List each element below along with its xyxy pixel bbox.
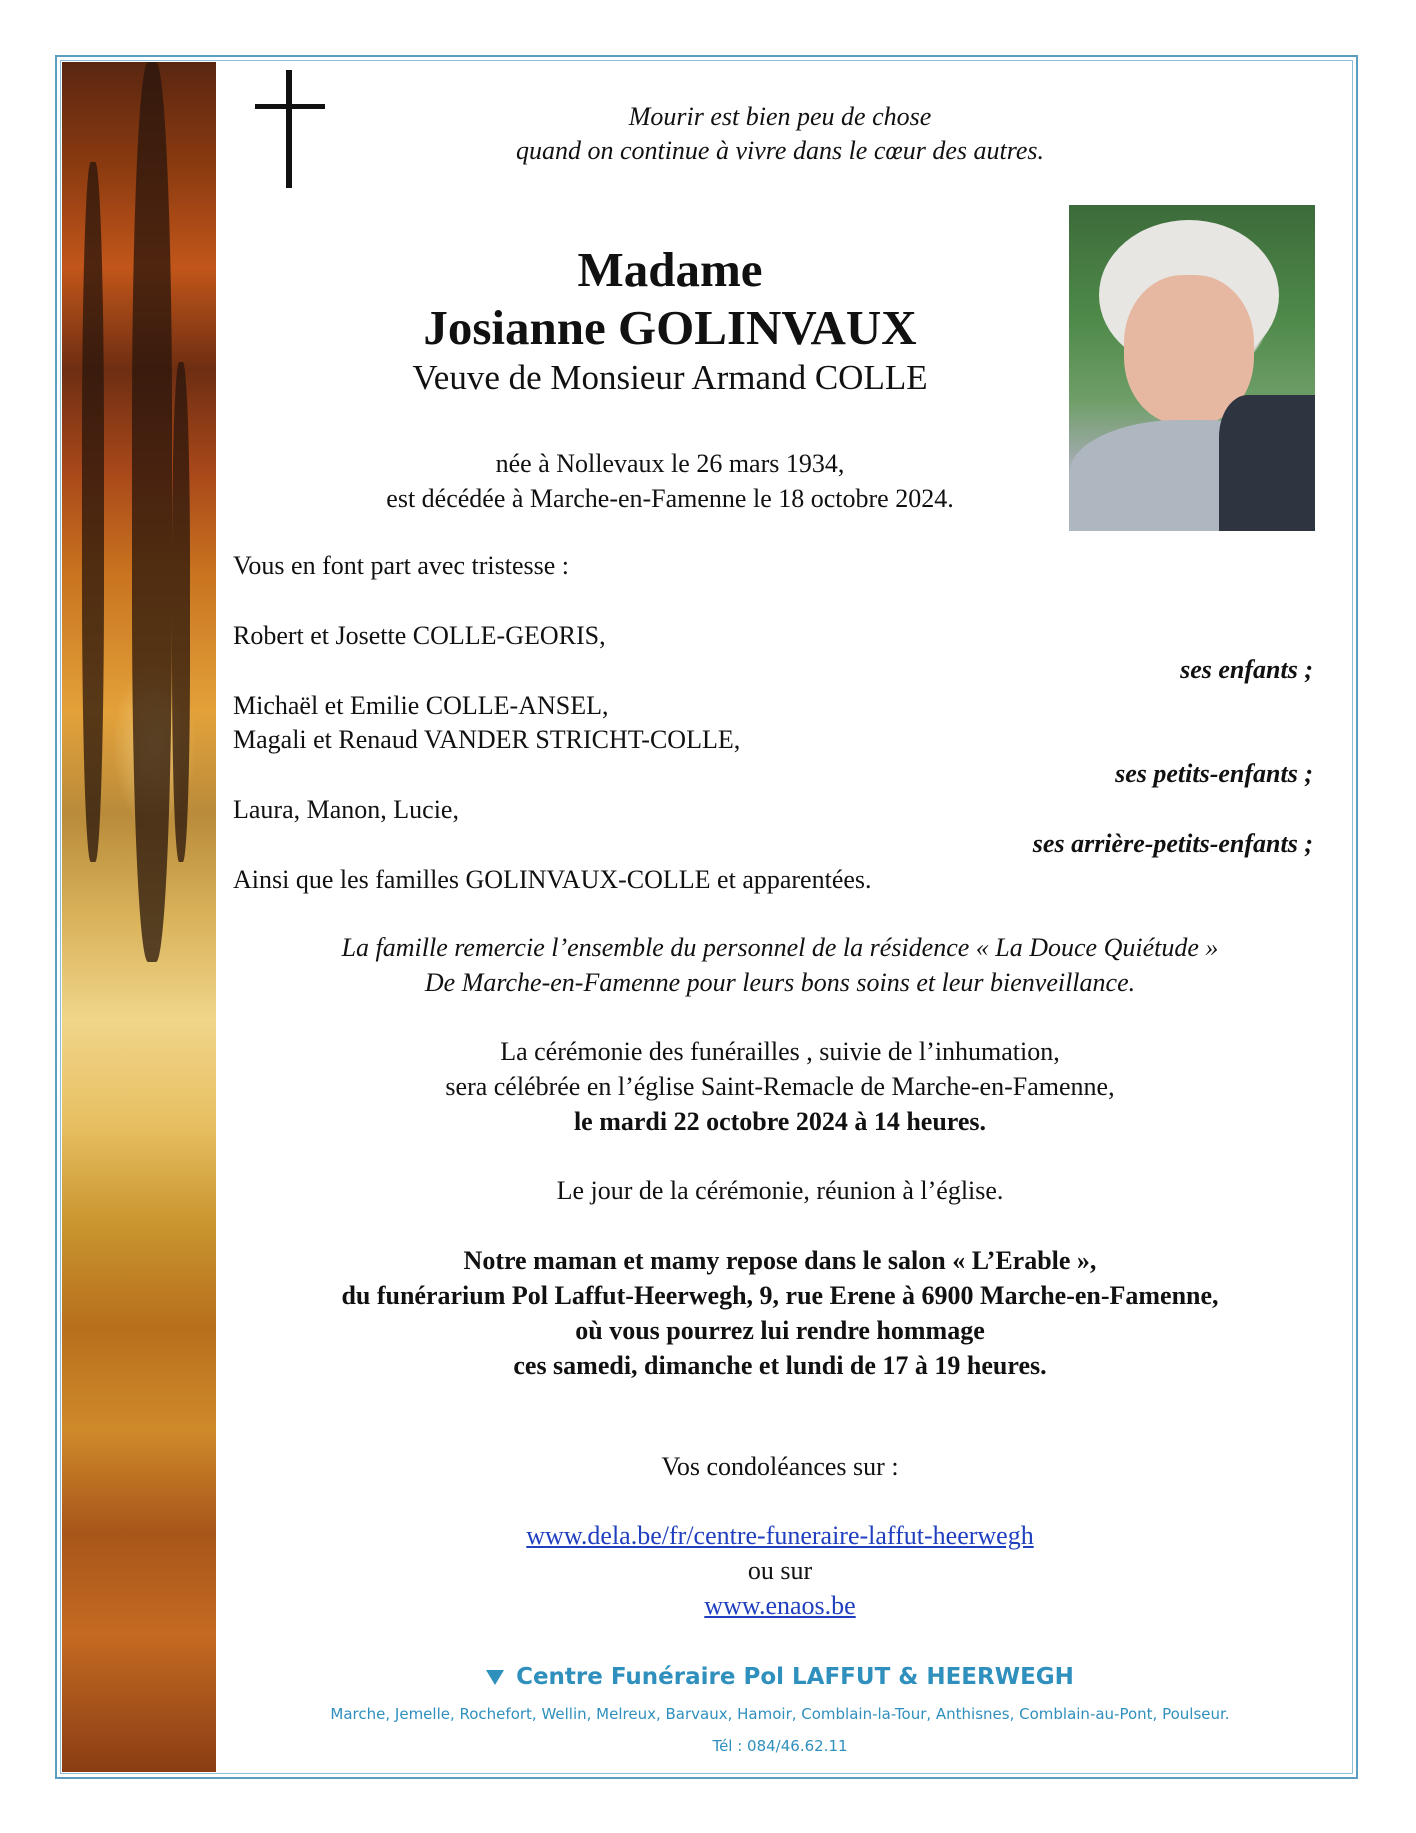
salutation: Madame	[577, 242, 763, 297]
visitation-block	[230, 1243, 1330, 1383]
autumn-forest-image	[62, 62, 216, 1772]
deceased-header	[210, 241, 1130, 399]
thanks-line: De Marche-en-Famenne pour leurs bons soins et leur bienveillance.	[424, 968, 1136, 997]
portrait-scarf	[1219, 395, 1315, 531]
children-names: Robert et Josette COLLE-GEORIS,	[233, 621, 606, 650]
ceremony-date: le mardi 22 octobre 2024 à 14 heures.	[573, 1107, 987, 1136]
or-text: ou sur	[747, 1556, 813, 1585]
families-line: Ainsi que les familles GOLINVAUX-COLLE et apparentées.	[233, 865, 872, 894]
tree-trunk	[82, 162, 104, 862]
visitation-line: du funérarium Pol Laffut-Heerwegh, 9, rue Erene à 6900 Marche-en-Famenne,	[341, 1281, 1219, 1310]
epitaph-quote	[230, 100, 1330, 168]
death-line: est décédée à Marche-en-Famenne le 18 octobre 2024.	[386, 484, 954, 513]
deceased-name: Josianne GOLINVAUX	[423, 300, 917, 355]
triangle-logo-icon	[486, 1670, 504, 1685]
enaos-condolence-link[interactable]: www.enaos.be	[704, 1591, 856, 1620]
funeral-home-footer	[230, 1662, 1330, 1756]
dela-condolence-link[interactable]: www.dela.be/fr/centre-funeraire-laffut-heerwegh	[526, 1521, 1034, 1550]
tree-trunk	[132, 62, 172, 962]
footer-phone: Tél : 084/46.62.11	[712, 1737, 848, 1755]
tree-trunk	[172, 362, 190, 862]
children-label: ses enfants ;	[1180, 655, 1313, 684]
thanks-line: La famille remercie l’ensemble du personnel de la résidence « La Douce Quiétude »	[341, 933, 1219, 962]
great-grandchildren-names: Laura, Manon, Lucie,	[233, 795, 459, 824]
footer-company-row	[230, 1662, 1330, 1692]
quote-line: quand on continue à vivre dans le cœur des autres.	[515, 136, 1045, 165]
ceremony-line: La cérémonie des funérailles , suivie de l’inhumation,	[500, 1037, 1060, 1066]
grandchildren-names: Michaël et Emilie COLLE-ANSEL,	[233, 691, 609, 720]
thanks-block	[230, 930, 1330, 1000]
visitation-line: Notre maman et mamy repose dans le salon « L’Erable »,	[463, 1246, 1097, 1275]
meeting-line: Le jour de la cérémonie, réunion à l’église.	[556, 1176, 1004, 1205]
birth-line: née à Nollevaux le 26 mars 1934,	[495, 449, 845, 478]
grandchildren-label: ses petits-enfants ;	[1115, 759, 1313, 788]
visitation-line: où vous pourrez lui rendre hommage	[575, 1316, 985, 1345]
great-grandchildren-label: ses arrière-petits-enfants ;	[1032, 829, 1313, 858]
birth-death-block	[210, 446, 1130, 516]
announcement-intro: Vous en font part avec tristesse :	[233, 551, 569, 580]
ceremony-block	[230, 1034, 1330, 1139]
condolences-intro: Vos condoléances sur :	[661, 1452, 899, 1481]
visitation-line: ces samedi, dimanche et lundi de 17 à 19 heures.	[513, 1351, 1047, 1380]
footer-company: Centre Funéraire Pol LAFFUT & HEERWEGH	[516, 1664, 1074, 1690]
spouse-line: Veuve de Monsieur Armand COLLE	[412, 358, 928, 397]
footer-locations: Marche, Jemelle, Rochefort, Wellin, Melreux, Barvaux, Hamoir, Comblain-la-Tour, Anthisnes, Comblain-au-Pont, Poulseur.	[330, 1705, 1230, 1723]
condolences-links	[230, 1518, 1330, 1623]
quote-line: Mourir est bien peu de chose	[628, 102, 932, 131]
ceremony-line: sera célébrée en l’église Saint-Remacle de Marche-en-Famenne,	[445, 1072, 1115, 1101]
grandchildren-names: Magali et Renaud VANDER STRICHT-COLLE,	[233, 725, 741, 754]
